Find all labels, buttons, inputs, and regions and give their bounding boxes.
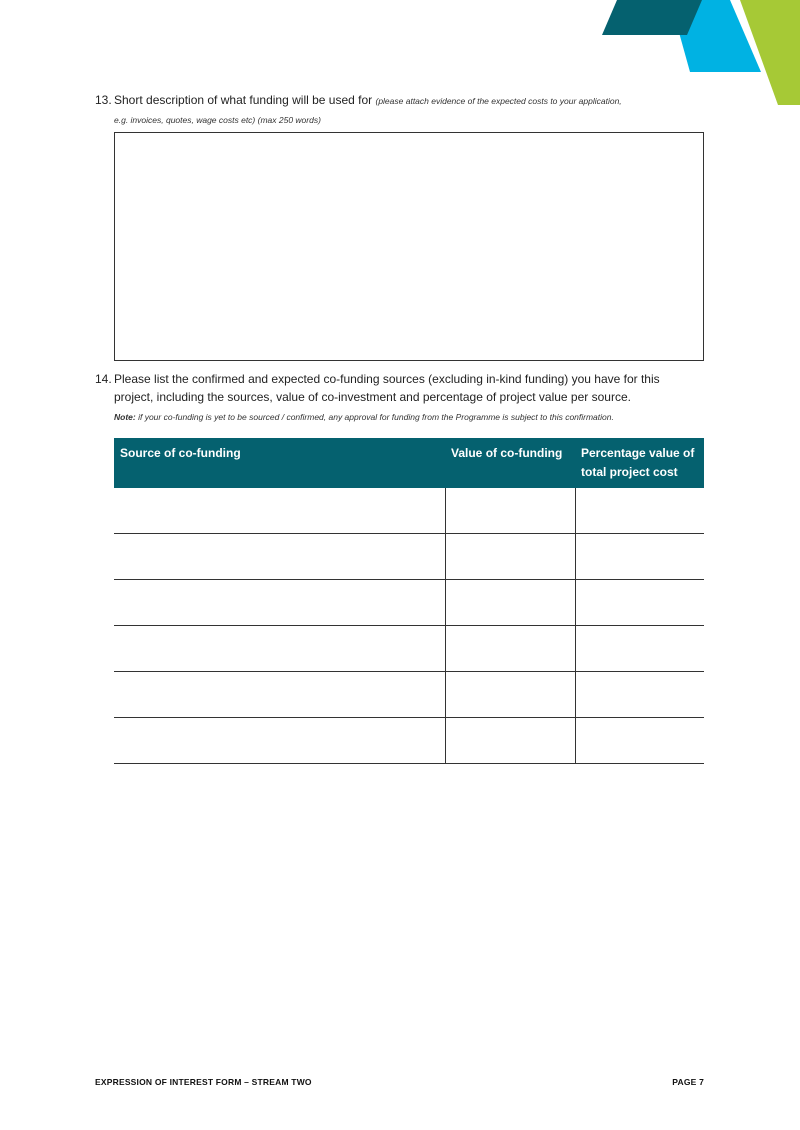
header-percentage: Percentage value of total project cost [575, 438, 704, 488]
brand-teal-shape [602, 0, 702, 35]
value-cell[interactable] [445, 534, 575, 580]
value-cell[interactable] [445, 672, 575, 718]
question-14 [95, 370, 695, 426]
value-cell[interactable] [445, 718, 575, 764]
header-source: Source of co-funding [114, 438, 445, 488]
table-row [114, 580, 704, 626]
source-cell[interactable] [114, 672, 445, 718]
percentage-cell[interactable] [575, 580, 704, 626]
question-14-number: 14. [95, 372, 112, 386]
footer-form-title: EXPRESSION OF INTEREST FORM – STREAM TWO [95, 1077, 312, 1087]
source-cell[interactable] [114, 580, 445, 626]
percentage-cell[interactable] [575, 718, 704, 764]
question-14-note [95, 408, 695, 426]
question-13-hint-line2: e.g. invoices, quotes, wage costs etc) (max 250 words) [114, 115, 321, 125]
question-14-line1: Please list the confirmed and expected co-funding sources (excluding in-kind funding) you have for this [114, 372, 660, 386]
value-cell[interactable] [445, 488, 575, 534]
percentage-cell[interactable] [575, 488, 704, 534]
table-row [114, 626, 704, 672]
note-text: if your co-funding is yet to be sourced / confirmed, any approval for funding from the Programme is subject to this confirmation. [135, 412, 614, 422]
footer-page-number: PAGE 7 [672, 1077, 704, 1087]
source-cell[interactable] [114, 534, 445, 580]
question-14-line2: project, including the sources, value of co-investment and percentage of project value per source. [114, 390, 631, 404]
cofunding-table-header [114, 438, 704, 488]
note-label: Note: [114, 412, 136, 422]
source-cell[interactable] [114, 718, 445, 764]
percentage-cell[interactable] [575, 626, 704, 672]
header-value: Value of co-funding [445, 438, 575, 488]
table-row [114, 534, 704, 580]
source-cell[interactable] [114, 626, 445, 672]
cofunding-table [114, 438, 704, 764]
funding-description-textarea[interactable] [114, 132, 704, 361]
value-cell[interactable] [445, 580, 575, 626]
table-row [114, 718, 704, 764]
question-13 [95, 91, 715, 129]
percentage-cell[interactable] [575, 672, 704, 718]
table-row [114, 672, 704, 718]
table-row [114, 488, 704, 534]
question-13-text: Short description of what funding will be used for [114, 93, 376, 107]
value-cell[interactable] [445, 626, 575, 672]
percentage-cell[interactable] [575, 534, 704, 580]
source-cell[interactable] [114, 488, 445, 534]
question-13-number: 13. [95, 93, 112, 107]
question-13-hint-line1: (please attach evidence of the expected costs to your application, [375, 96, 622, 106]
